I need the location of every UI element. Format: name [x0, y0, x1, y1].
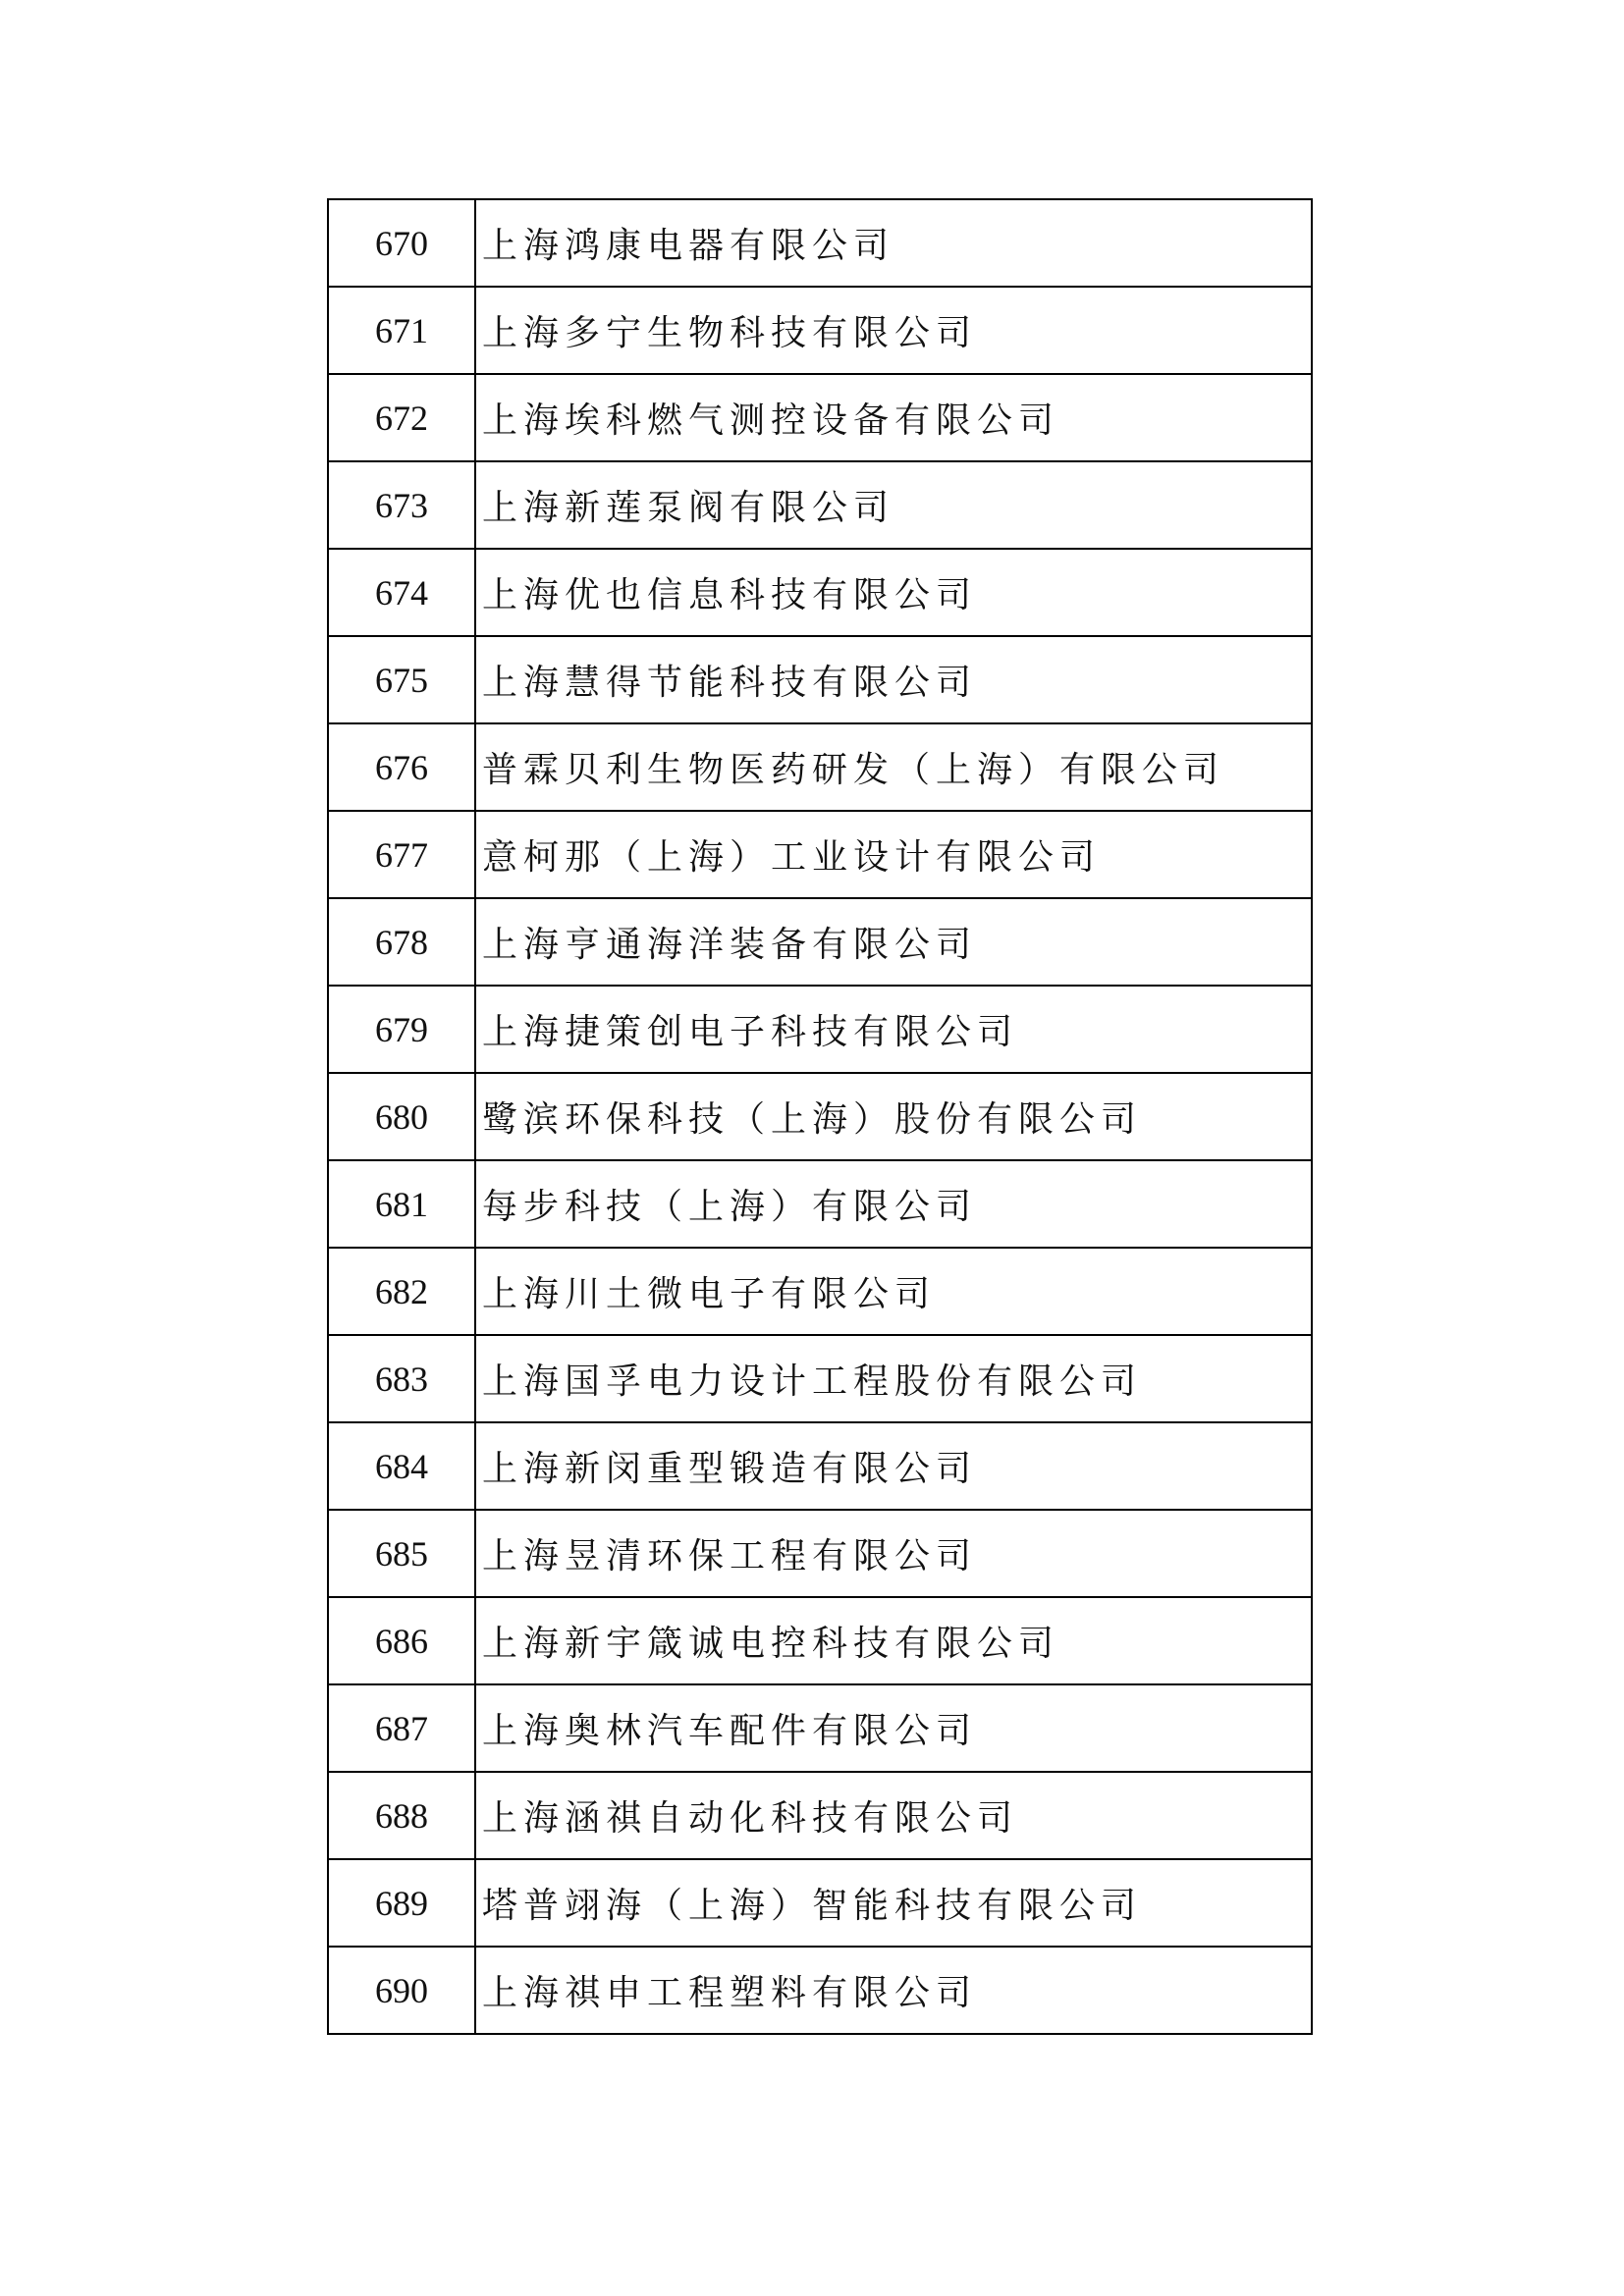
company-name: 意柯那（上海）工业设计有限公司 — [475, 811, 1312, 898]
company-name: 上海新莲泵阀有限公司 — [475, 461, 1312, 549]
row-number: 672 — [328, 374, 475, 461]
row-number: 679 — [328, 986, 475, 1073]
company-name: 上海慧得节能科技有限公司 — [475, 636, 1312, 723]
row-number: 688 — [328, 1772, 475, 1859]
row-number: 689 — [328, 1859, 475, 1947]
table-row — [328, 461, 1312, 549]
company-name: 上海埃科燃气测控设备有限公司 — [475, 374, 1312, 461]
row-number: 687 — [328, 1684, 475, 1772]
row-number: 690 — [328, 1947, 475, 2034]
table-row — [328, 374, 1312, 461]
table-row — [328, 1510, 1312, 1597]
table-row — [328, 1248, 1312, 1335]
row-number: 680 — [328, 1073, 475, 1160]
row-number: 684 — [328, 1422, 475, 1510]
table-row — [328, 549, 1312, 636]
table-row — [328, 1684, 1312, 1772]
row-number: 676 — [328, 723, 475, 811]
row-number: 683 — [328, 1335, 475, 1422]
table-row — [328, 1772, 1312, 1859]
table-row — [328, 287, 1312, 374]
company-name: 上海新宇箴诚电控科技有限公司 — [475, 1597, 1312, 1684]
company-name: 上海涵祺自动化科技有限公司 — [475, 1772, 1312, 1859]
company-name: 上海亨通海洋装备有限公司 — [475, 898, 1312, 986]
company-name: 上海优也信息科技有限公司 — [475, 549, 1312, 636]
table-row — [328, 986, 1312, 1073]
row-number: 682 — [328, 1248, 475, 1335]
table-row — [328, 898, 1312, 986]
row-number: 681 — [328, 1160, 475, 1248]
table-row — [328, 1859, 1312, 1947]
company-name: 上海奥林汽车配件有限公司 — [475, 1684, 1312, 1772]
table-row — [328, 1335, 1312, 1422]
row-number: 675 — [328, 636, 475, 723]
company-name: 普霖贝利生物医药研发（上海）有限公司 — [475, 723, 1312, 811]
table-row — [328, 1947, 1312, 2034]
table-row — [328, 199, 1312, 287]
table-row — [328, 636, 1312, 723]
table-row — [328, 723, 1312, 811]
table-row — [328, 1597, 1312, 1684]
company-name: 上海捷策创电子科技有限公司 — [475, 986, 1312, 1073]
row-number: 678 — [328, 898, 475, 986]
company-name: 上海国孚电力设计工程股份有限公司 — [475, 1335, 1312, 1422]
company-name: 上海新闵重型锻造有限公司 — [475, 1422, 1312, 1510]
table-row — [328, 1160, 1312, 1248]
row-number: 674 — [328, 549, 475, 636]
company-name: 上海鸿康电器有限公司 — [475, 199, 1312, 287]
company-name: 每步科技（上海）有限公司 — [475, 1160, 1312, 1248]
company-name: 鹭滨环保科技（上海）股份有限公司 — [475, 1073, 1312, 1160]
table-row — [328, 811, 1312, 898]
table-row — [328, 1073, 1312, 1160]
row-number: 685 — [328, 1510, 475, 1597]
row-number: 677 — [328, 811, 475, 898]
row-number: 686 — [328, 1597, 475, 1684]
company-list-table — [327, 198, 1313, 2035]
company-name: 上海祺申工程塑料有限公司 — [475, 1947, 1312, 2034]
company-name: 塔普翊海（上海）智能科技有限公司 — [475, 1859, 1312, 1947]
table-row — [328, 1422, 1312, 1510]
row-number: 673 — [328, 461, 475, 549]
company-name: 上海多宁生物科技有限公司 — [475, 287, 1312, 374]
company-list-body — [328, 199, 1312, 2034]
company-name: 上海川土微电子有限公司 — [475, 1248, 1312, 1335]
row-number: 671 — [328, 287, 475, 374]
company-name: 上海昱清环保工程有限公司 — [475, 1510, 1312, 1597]
row-number: 670 — [328, 199, 475, 287]
